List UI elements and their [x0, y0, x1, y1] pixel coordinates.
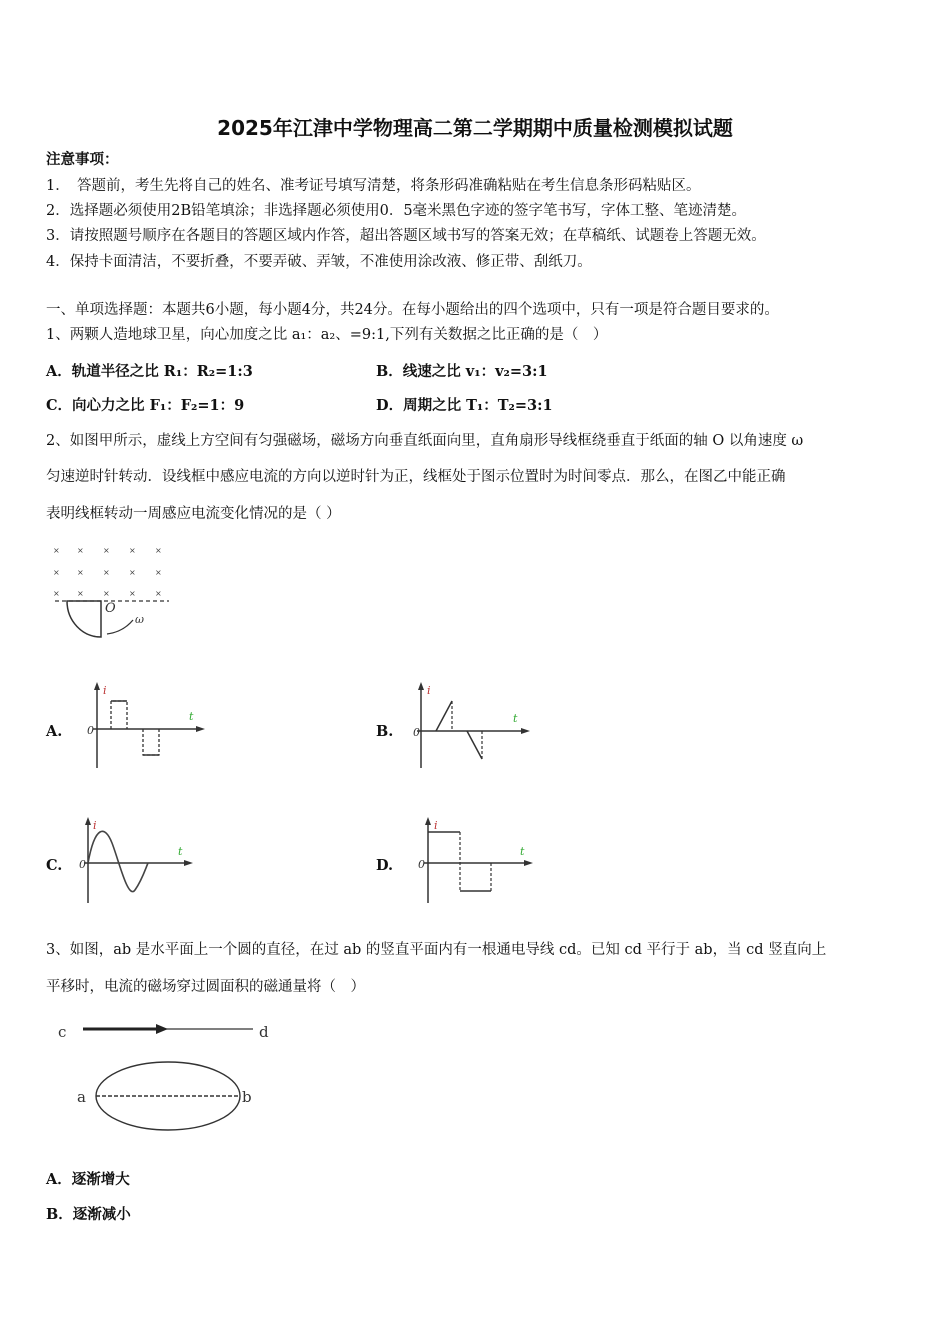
svg-text:×: ×: [53, 546, 60, 555]
q2-option-b[interactable]: B.: [376, 723, 394, 740]
q1-option-a[interactable]: A．轨道半径之比 R₁：R₂=1:3: [46, 363, 253, 380]
q2-option-c[interactable]: C.: [46, 857, 63, 874]
svg-text:×: ×: [103, 546, 110, 555]
svg-text:×: ×: [129, 568, 136, 577]
note-item: 3．请按照题号顺序在各题目的答题区域内作答，超出答题区域书写的答案无效；在草稿纸、试题卷上答题无效。: [46, 228, 766, 244]
q1-option-d[interactable]: D．周期之比 T₁：T₂=3:1: [376, 397, 553, 414]
q2-graph-d[interactable]: [418, 815, 543, 905]
q2-stem-line: 表明线框转动一周感应电流变化情况的是（ ）: [46, 506, 341, 522]
q3-stem-line: 3、如图，ab 是水平面上一个圆的直径，在过 ab 的竖直平面内有一根通电导线 cd。已知 cd 平行于 ab，当 cd 竖直向上: [46, 942, 827, 958]
q1-option-b[interactable]: B．线速之比 v₁：v₂=3:1: [376, 363, 548, 380]
omega-label: ω: [135, 613, 144, 626]
svg-text:×: ×: [129, 546, 136, 555]
svg-text:×: ×: [77, 589, 84, 598]
page-title: 2025年江津中学物理高二第二学期期中质量检测模拟试题: [217, 116, 733, 140]
notes-heading: 注意事项：: [46, 151, 119, 168]
svg-text:×: ×: [155, 589, 162, 598]
q3-figure-wire-circle: [50, 1015, 290, 1140]
svg-text:×: ×: [77, 546, 84, 555]
i-axis-label: i: [427, 684, 431, 697]
q2-stem-line: 匀速逆时针转动．设线框中感应电流的方向以逆时针为正，线框处于图示位置时为时间零点．那么，在图乙中能正确: [46, 469, 786, 485]
origin-label: 0: [79, 858, 86, 871]
q3-stem-line: 平移时，电流的磁场穿过圆面积的磁通量将（ ）: [46, 979, 365, 995]
t-axis-label: t: [520, 845, 525, 858]
label-d: d: [259, 1023, 269, 1041]
t-axis-label: t: [189, 710, 194, 723]
q2-option-d[interactable]: D.: [376, 857, 394, 874]
axis-o-label: O: [105, 601, 116, 616]
svg-text:×: ×: [103, 589, 110, 598]
svg-text:×: ×: [77, 568, 84, 577]
i-axis-label: i: [434, 819, 438, 832]
i-axis-label: i: [93, 819, 97, 832]
q3-option-b[interactable]: B．逐渐减小: [46, 1206, 131, 1223]
q1-stem: 1、两颗人造地球卫星，向心加度之比 a₁：a₂、=9:1,下列有关数据之比正确的是（ ）: [46, 327, 608, 343]
origin-label: 0: [413, 726, 420, 739]
origin-label: 0: [418, 858, 425, 871]
note-item: 4．保持卡面清洁，不要折叠，不要弄破、弄皱，不准使用涂改液、修正带、刮纸刀。: [46, 254, 592, 270]
q1-option-c[interactable]: C．向心力之比 F₁：F₂=1：9: [46, 397, 245, 414]
label-c: c: [58, 1023, 67, 1041]
origin-label: 0: [87, 724, 94, 737]
q2-graph-b[interactable]: [415, 680, 540, 770]
q2-option-a[interactable]: A.: [46, 723, 63, 740]
q2-graph-c[interactable]: [80, 815, 205, 905]
note-item: 1． 答题前，考生先将自己的姓名、准考证号填写清楚，将条形码准确粘贴在考生信息条形码粘贴区。: [46, 178, 701, 194]
t-axis-label: t: [178, 845, 183, 858]
q2-stem-line: 2、如图甲所示，虚线上方空间有匀强磁场，磁场方向垂直纸面向里，直角扇形导线框绕垂直于纸面的轴 O 以角速度 ω: [46, 433, 804, 449]
label-a: a: [77, 1088, 86, 1106]
svg-text:×: ×: [155, 568, 162, 577]
q2-figure-rotating-frame: [45, 540, 175, 645]
q3-option-a[interactable]: A．逐渐增大: [46, 1171, 130, 1188]
note-item: 2．选择题必须使用2B铅笔填涂；非选择题必须使用0．5毫米黑色字迹的签字笔书写，字体工整、笔迹清楚。: [46, 203, 747, 219]
svg-text:×: ×: [129, 589, 136, 598]
svg-text:×: ×: [53, 589, 60, 598]
label-b: b: [242, 1088, 252, 1106]
i-axis-label: i: [103, 684, 107, 697]
t-axis-label: t: [513, 712, 518, 725]
svg-text:×: ×: [103, 568, 110, 577]
q2-graph-a[interactable]: [85, 680, 210, 770]
section-heading: 一、单项选择题：本题共6小题，每小题4分，共24分。在每小题给出的四个选项中，只有一项是符合题目要求的。: [46, 302, 779, 318]
svg-text:×: ×: [53, 568, 60, 577]
svg-text:×: ×: [155, 546, 162, 555]
